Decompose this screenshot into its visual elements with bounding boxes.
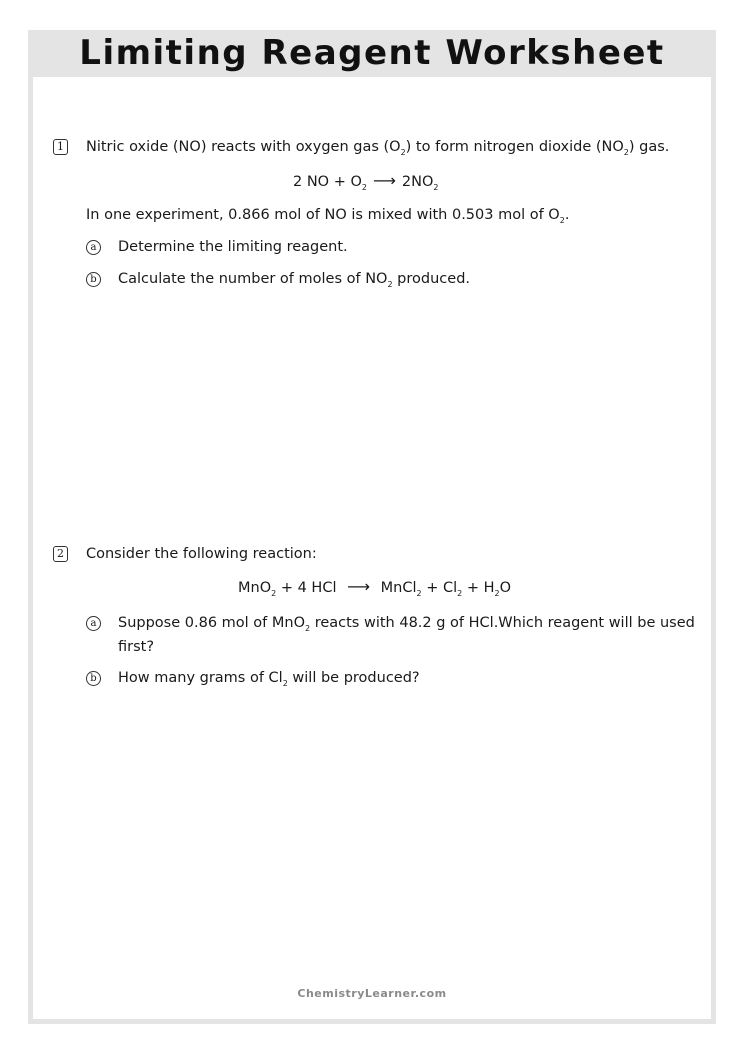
- question-1-info: In one experiment, 0.866 mol of NO is mixed with 0.503 mol of $O_2$.: [86, 207, 570, 225]
- question-number-badge: 2: [53, 546, 68, 562]
- question-1-text: Nitric oxide (NO) reacts with oxygen gas $(O_2)$ to form nitrogen dioxide $(NO_2)$ gas.: [86, 139, 670, 157]
- part-label-badge: a: [86, 240, 101, 255]
- worksheet-body: [33, 77, 711, 1019]
- part-label-badge: a: [86, 616, 101, 631]
- reaction-arrow-icon: ⟶: [372, 171, 396, 190]
- page-title: Limiting Reagent Worksheet: [79, 33, 665, 73]
- worksheet-frame: [28, 30, 716, 1024]
- site-footer: ChemistryLearner.com: [297, 987, 447, 1000]
- part-label-badge: b: [86, 671, 101, 686]
- question-number-badge: 1: [53, 139, 68, 155]
- question-1-equation: 2 NO + $O_2$ ⟶ $2NO_2$: [293, 171, 439, 192]
- part-text: How many grams of $Cl_2$ will be produced?: [118, 670, 420, 688]
- reaction-arrow-icon: ⟶: [347, 577, 371, 596]
- part-text: Determine the limiting reagent.: [118, 239, 348, 255]
- part-text: Suppose 0.86 mol of MnO$_2$ reacts with 48.2 g of HCl.Which reagent will be used first?: [118, 615, 695, 655]
- question-2-equation: MnO$_2$ + 4 HCl ⟶ MnCl$_2$ + $Cl_2 + H_2O$: [238, 577, 512, 598]
- part-text: Calculate the number of moles of $NO_2$ produced.: [118, 271, 471, 289]
- question-2-text: Consider the following reaction:: [86, 546, 317, 562]
- part-label-badge: b: [86, 272, 101, 287]
